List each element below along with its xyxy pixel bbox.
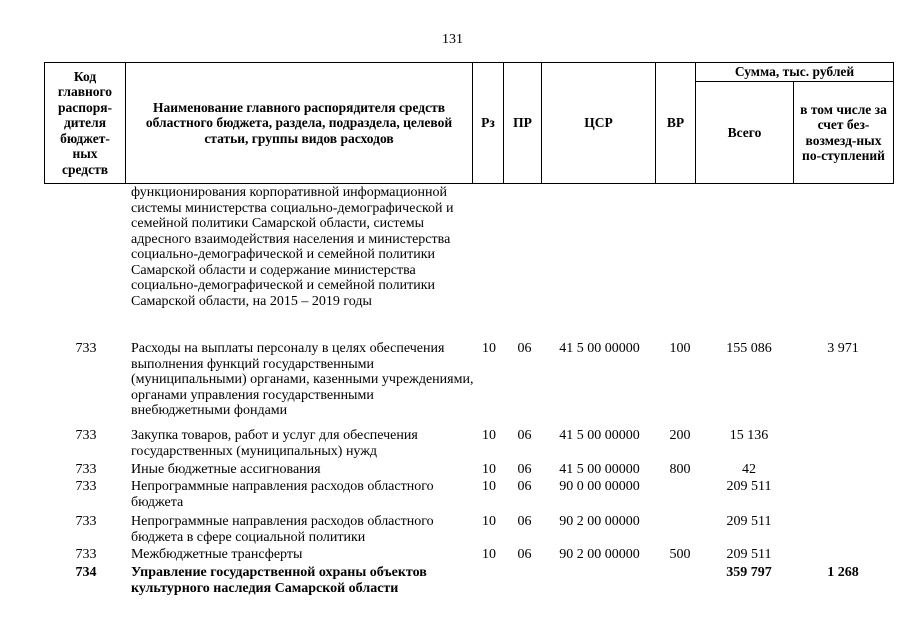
cell-total: 209 511: [726, 547, 772, 562]
header-vr: ВР: [666, 115, 685, 131]
cell-name: Управление государственной охраны объектов культурного наследия Самарской области: [131, 565, 427, 596]
cell-rz: 10: [482, 547, 496, 562]
header-csr: ЦСР: [584, 115, 613, 131]
header-free: в том числе за счет без-возмезд-ных по-ступлений: [800, 101, 887, 163]
cell-name: Закупка товаров, работ и услуг для обеспечения государственных (муниципальных) нужд: [131, 428, 418, 459]
cell-free: 1 268: [827, 565, 859, 580]
cell-code: 733: [75, 341, 97, 356]
cell-total: 359 797: [726, 565, 772, 580]
header-sum-group: Сумма, тыс. рублей: [734, 64, 855, 80]
cell-name: Расходы на выплаты персоналу в целях обеспечения выполнения функций государственными (муниципальными) органами, казенными учреждениями, органами управления государственными внебюджетными фондами: [131, 341, 474, 418]
cell-pr: 06: [517, 547, 532, 562]
header-pr: ПР: [513, 115, 532, 131]
cell-name: Непрограммные направления расходов областного бюджета: [131, 479, 434, 510]
cell-pr: 06: [517, 341, 532, 356]
cell-pr: 06: [517, 462, 532, 477]
cell-code: 734: [75, 565, 97, 580]
header-code: Код главного распоря-дителя бюджет-ных средств: [57, 68, 113, 177]
cell-pr: 06: [517, 428, 532, 443]
cell-vr: 200: [669, 428, 691, 443]
page-number: 131: [442, 32, 463, 47]
cell-code: 733: [75, 547, 97, 562]
cell-total: 15 136: [729, 428, 769, 443]
cell-csr: 90 2 00 00000: [559, 514, 640, 529]
cell-csr: 90 2 00 00000: [559, 547, 640, 562]
cell-total: 209 511: [726, 514, 772, 529]
cell-name: Непрограммные направления расходов областного бюджета в сфере социальной политики: [131, 514, 434, 545]
cell-rz: 10: [482, 514, 496, 529]
cell-name: Межбюджетные трансферты: [131, 547, 303, 562]
cell-name: Иные бюджетные ассигнования: [131, 462, 321, 477]
cell-rz: 10: [482, 341, 496, 356]
cell-csr: 41 5 00 00000: [559, 341, 640, 356]
cell-vr: 100: [669, 341, 691, 356]
cell-rz: 10: [482, 462, 496, 477]
cell-rz: 10: [482, 428, 496, 443]
cell-name: функционирования корпоративной информационной системы министерства социально-демографической и семейной политики Самарской области, системы адресного взаимодействия населения и министерства социально-демографической и семейной политики Самарской области и содержание министерства социально-демографической и семейной политики Самарской области, на 2015 – 2019 годы: [131, 185, 454, 309]
cell-csr: 41 5 00 00000: [559, 462, 640, 477]
cell-csr: 41 5 00 00000: [559, 428, 640, 443]
cell-code: 733: [75, 514, 97, 529]
cell-code: 733: [75, 479, 97, 494]
cell-pr: 06: [517, 479, 532, 494]
cell-csr: 90 0 00 00000: [559, 479, 640, 494]
cell-vr: 500: [669, 547, 691, 562]
cell-total: 209 511: [726, 479, 772, 494]
cell-total: 155 086: [726, 341, 772, 356]
cell-vr: 800: [669, 462, 691, 477]
cell-pr: 06: [517, 514, 532, 529]
table-header: [44, 62, 894, 184]
cell-free: 3 971: [827, 341, 859, 356]
cell-code: 733: [75, 462, 97, 477]
cell-total: 42: [742, 462, 756, 477]
cell-code: 733: [75, 428, 97, 443]
header-rz: Рз: [481, 115, 495, 131]
header-name: Наименование главного распорядителя средств областного бюджета, раздела, подраздела, целевой статьи, группы видов расходов: [145, 99, 453, 146]
cell-rz: 10: [482, 479, 496, 494]
header-total: Всего: [727, 124, 762, 140]
